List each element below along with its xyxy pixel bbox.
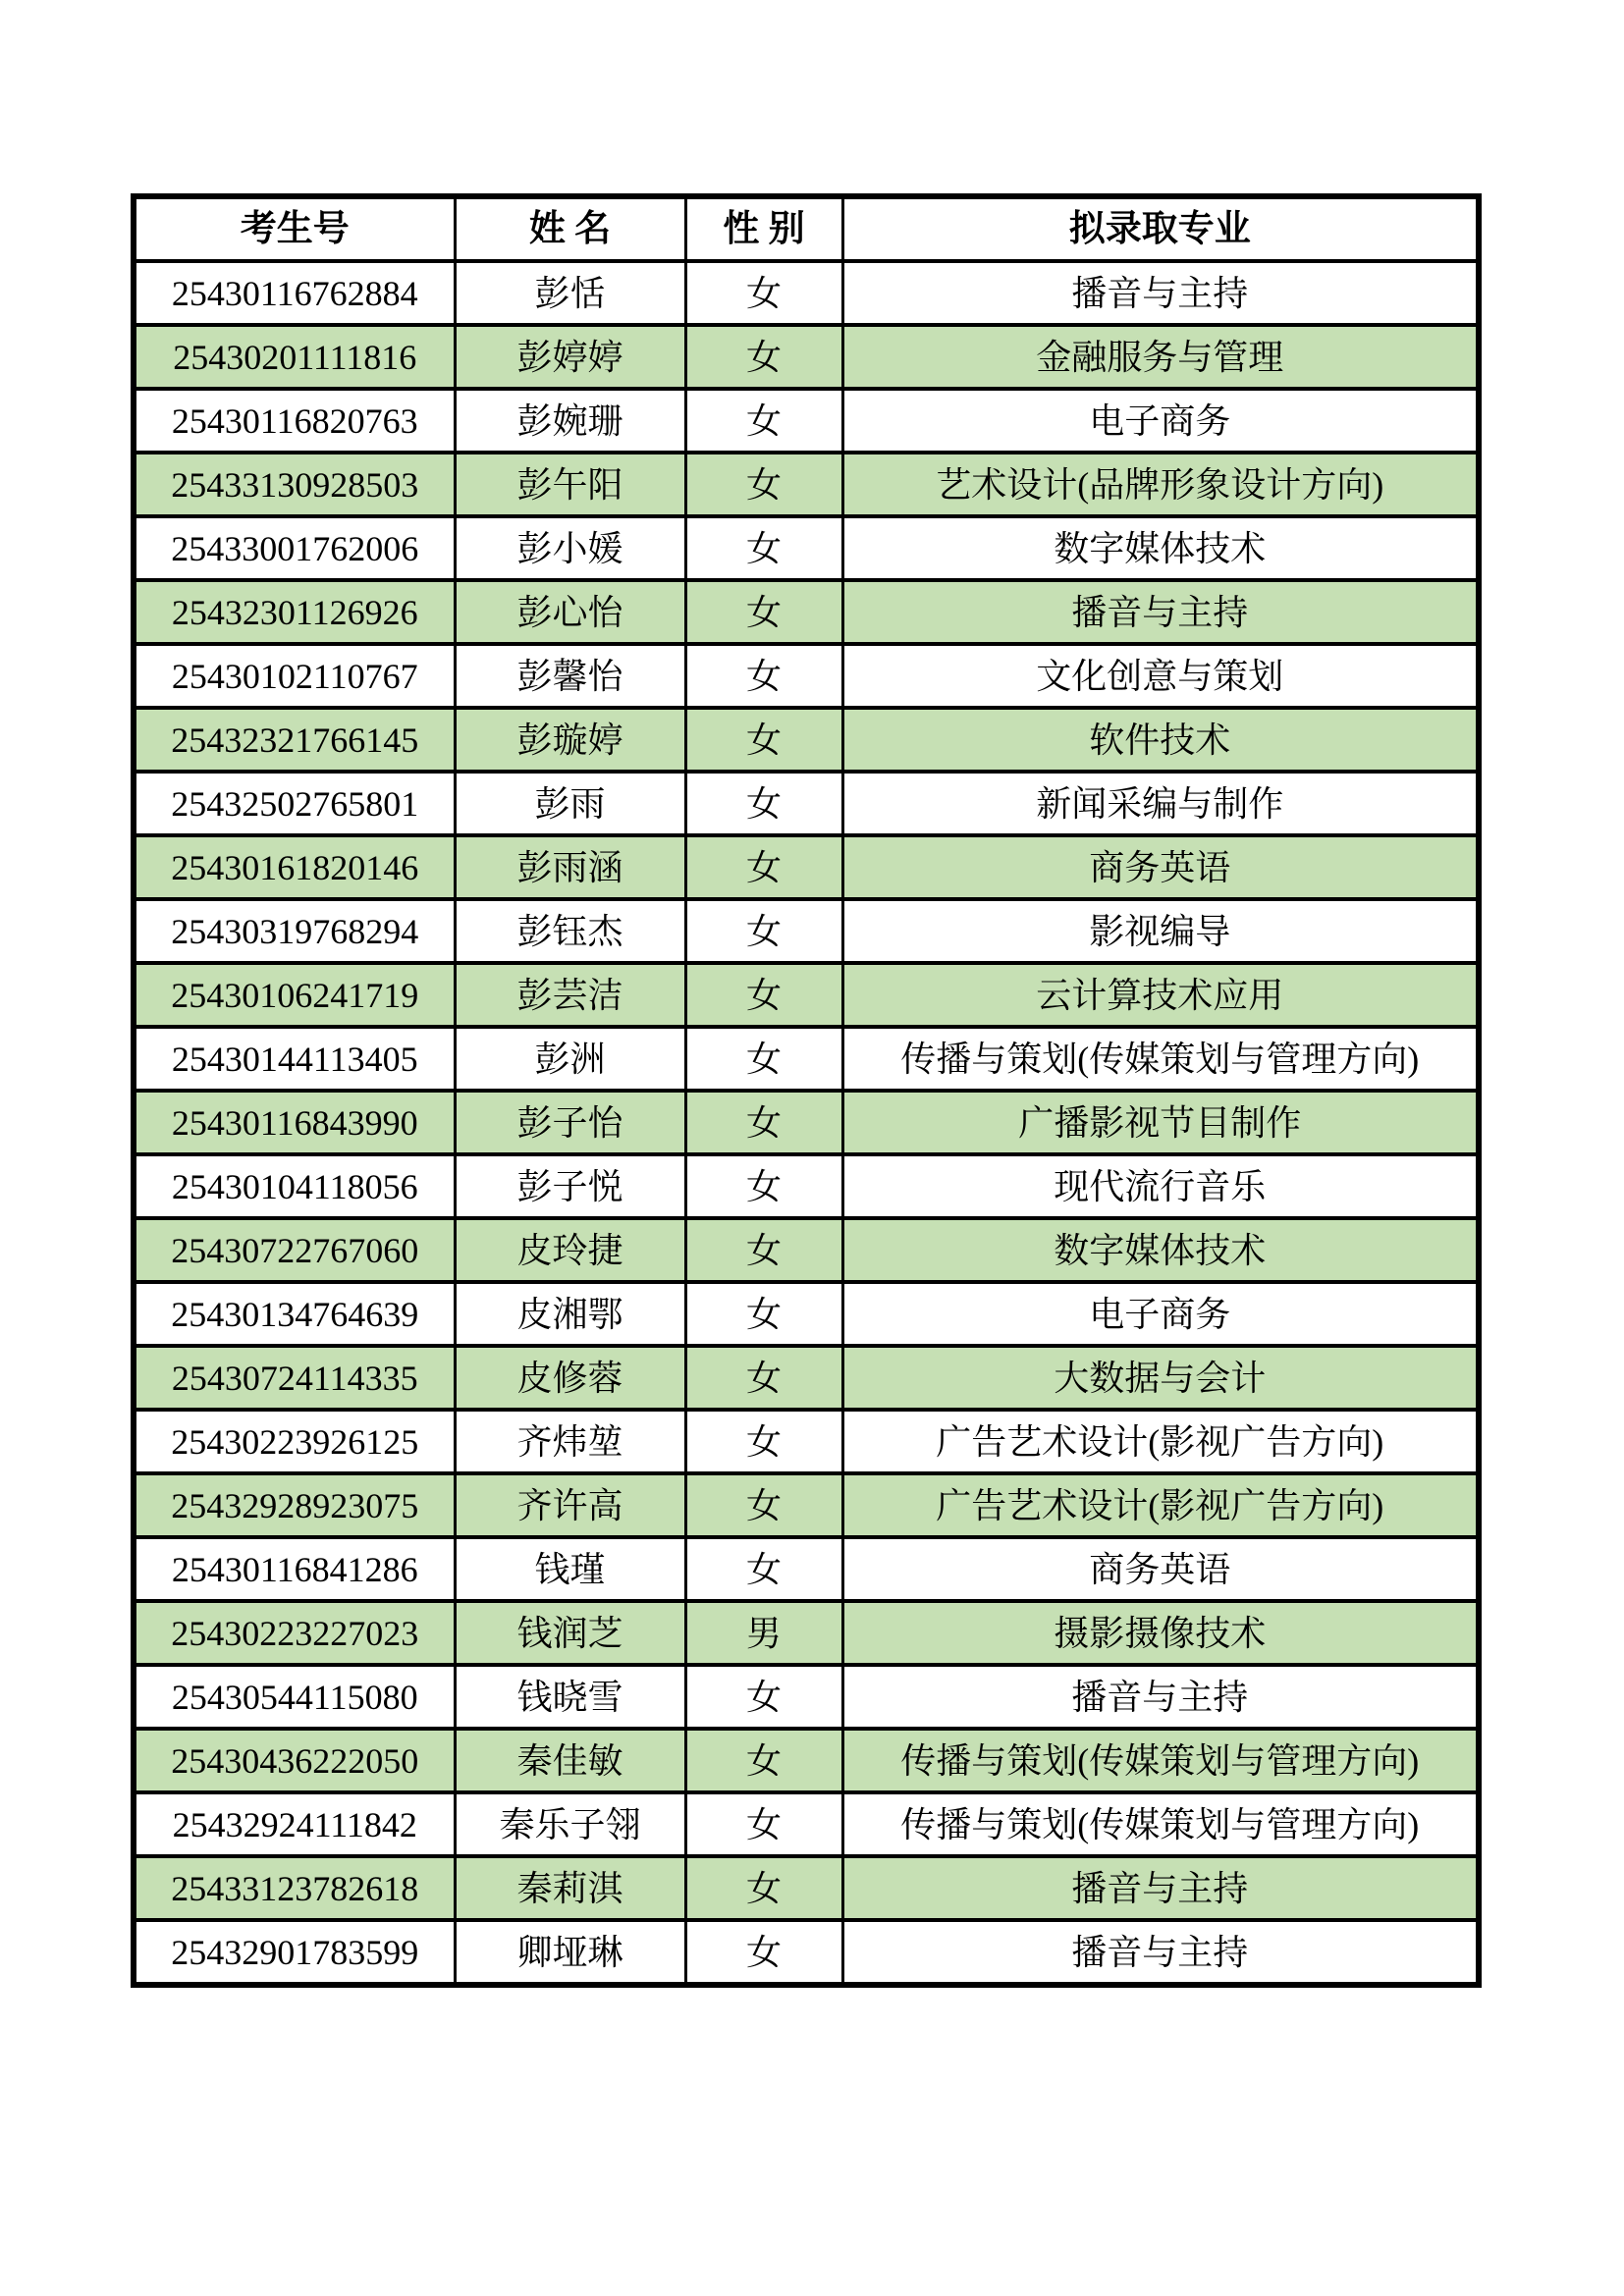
- cell-sex: 女: [685, 1154, 842, 1218]
- cell-sex: 女: [685, 899, 842, 963]
- cell-id: 25430116841286: [134, 1537, 455, 1601]
- cell-id: 25433123782618: [134, 1856, 455, 1920]
- cell-major: 商务英语: [842, 1537, 1479, 1601]
- table-row: [134, 1665, 1479, 1729]
- table-row: [134, 835, 1479, 899]
- cell-name: 秦莉淇: [455, 1856, 685, 1920]
- cell-major: 金融服务与管理: [842, 325, 1479, 389]
- cell-id: 25430223926125: [134, 1410, 455, 1473]
- cell-sex: 女: [685, 1346, 842, 1410]
- table-body: [134, 261, 1479, 1985]
- cell-sex: 女: [685, 835, 842, 899]
- cell-major: 播音与主持: [842, 580, 1479, 644]
- cell-sex: 女: [685, 1091, 842, 1154]
- cell-major: 新闻采编与制作: [842, 772, 1479, 835]
- cell-major: 传播与策划(传媒策划与管理方向): [842, 1792, 1479, 1856]
- cell-sex: 女: [685, 1473, 842, 1537]
- table-row: [134, 516, 1479, 580]
- cell-sex: 女: [685, 1218, 842, 1282]
- cell-sex: 女: [685, 1792, 842, 1856]
- cell-name: 彭洲: [455, 1027, 685, 1091]
- table-row: [134, 261, 1479, 325]
- cell-sex: 女: [685, 708, 842, 772]
- cell-sex: 女: [685, 772, 842, 835]
- cell-id: 25430724114335: [134, 1346, 455, 1410]
- cell-sex: 女: [685, 261, 842, 325]
- cell-sex: 女: [685, 644, 842, 708]
- header-row: [134, 196, 1479, 261]
- table-row: [134, 1729, 1479, 1792]
- cell-major: 电子商务: [842, 1282, 1479, 1346]
- cell-major: 数字媒体技术: [842, 1218, 1479, 1282]
- cell-id: 25430201111816: [134, 325, 455, 389]
- cell-major: 广告艺术设计(影视广告方向): [842, 1410, 1479, 1473]
- cell-sex: 女: [685, 1282, 842, 1346]
- table-row: [134, 1792, 1479, 1856]
- cell-major: 文化创意与策划: [842, 644, 1479, 708]
- cell-sex: 男: [685, 1601, 842, 1665]
- cell-id: 25432502765801: [134, 772, 455, 835]
- cell-name: 齐炜堃: [455, 1410, 685, 1473]
- admission-roster-table: [131, 193, 1482, 1988]
- cell-id: 25430102110767: [134, 644, 455, 708]
- cell-id: 25430319768294: [134, 899, 455, 963]
- cell-name: 彭恬: [455, 261, 685, 325]
- cell-id: 25430134764639: [134, 1282, 455, 1346]
- cell-name: 卿垭琳: [455, 1920, 685, 1985]
- header-name: 姓 名: [455, 196, 685, 261]
- table-row: [134, 1027, 1479, 1091]
- cell-id: 25432924111842: [134, 1792, 455, 1856]
- table-row: [134, 899, 1479, 963]
- table-row: [134, 325, 1479, 389]
- cell-major: 播音与主持: [842, 1665, 1479, 1729]
- cell-id: 25432301126926: [134, 580, 455, 644]
- cell-sex: 女: [685, 963, 842, 1027]
- table-row: [134, 1282, 1479, 1346]
- cell-sex: 女: [685, 1410, 842, 1473]
- table-row: [134, 453, 1479, 516]
- cell-name: 皮玲捷: [455, 1218, 685, 1282]
- table-row: [134, 580, 1479, 644]
- cell-id: 25430104118056: [134, 1154, 455, 1218]
- cell-major: 数字媒体技术: [842, 516, 1479, 580]
- cell-major: 云计算技术应用: [842, 963, 1479, 1027]
- table-row: [134, 389, 1479, 453]
- table-row: [134, 1218, 1479, 1282]
- header-proposed-major: 拟录取专业: [842, 196, 1479, 261]
- table-row: [134, 708, 1479, 772]
- header-gender: 性 别: [685, 196, 842, 261]
- cell-id: 25430161820146: [134, 835, 455, 899]
- table-row: [134, 1091, 1479, 1154]
- cell-name: 皮修蓉: [455, 1346, 685, 1410]
- table-row: [134, 1473, 1479, 1537]
- cell-id: 25430116762884: [134, 261, 455, 325]
- cell-major: 播音与主持: [842, 1856, 1479, 1920]
- table-row: [134, 963, 1479, 1027]
- cell-sex: 女: [685, 1537, 842, 1601]
- table-row: [134, 1537, 1479, 1601]
- cell-id: 25430722767060: [134, 1218, 455, 1282]
- cell-major: 商务英语: [842, 835, 1479, 899]
- cell-sex: 女: [685, 1729, 842, 1792]
- cell-id: 25430116843990: [134, 1091, 455, 1154]
- cell-sex: 女: [685, 580, 842, 644]
- cell-id: 25432901783599: [134, 1920, 455, 1985]
- table-row: [134, 1920, 1479, 1985]
- cell-name: 彭子悦: [455, 1154, 685, 1218]
- cell-major: 艺术设计(品牌形象设计方向): [842, 453, 1479, 516]
- cell-name: 彭午阳: [455, 453, 685, 516]
- table-header: [134, 196, 1479, 261]
- cell-name: 钱润芝: [455, 1601, 685, 1665]
- cell-id: 25430544115080: [134, 1665, 455, 1729]
- cell-sex: 女: [685, 1027, 842, 1091]
- cell-sex: 女: [685, 1665, 842, 1729]
- cell-sex: 女: [685, 453, 842, 516]
- table-row: [134, 644, 1479, 708]
- cell-id: 25433130928503: [134, 453, 455, 516]
- cell-id: 25432928923075: [134, 1473, 455, 1537]
- cell-name: 彭子怡: [455, 1091, 685, 1154]
- cell-major: 广播影视节目制作: [842, 1091, 1479, 1154]
- cell-name: 秦乐子翎: [455, 1792, 685, 1856]
- cell-name: 彭雨: [455, 772, 685, 835]
- cell-id: 25430436222050: [134, 1729, 455, 1792]
- cell-sex: 女: [685, 325, 842, 389]
- cell-major: 软件技术: [842, 708, 1479, 772]
- cell-id: 25430106241719: [134, 963, 455, 1027]
- cell-name: 彭馨怡: [455, 644, 685, 708]
- cell-name: 钱晓雪: [455, 1665, 685, 1729]
- cell-name: 秦佳敏: [455, 1729, 685, 1792]
- cell-name: 彭璇婷: [455, 708, 685, 772]
- table-row: [134, 1154, 1479, 1218]
- cell-id: 25433001762006: [134, 516, 455, 580]
- cell-major: 传播与策划(传媒策划与管理方向): [842, 1729, 1479, 1792]
- cell-name: 彭心怡: [455, 580, 685, 644]
- table-row: [134, 1601, 1479, 1665]
- cell-name: 齐许高: [455, 1473, 685, 1537]
- cell-name: 彭婷婷: [455, 325, 685, 389]
- cell-sex: 女: [685, 516, 842, 580]
- cell-major: 电子商务: [842, 389, 1479, 453]
- cell-id: 25430116820763: [134, 389, 455, 453]
- cell-major: 现代流行音乐: [842, 1154, 1479, 1218]
- cell-id: 25430144113405: [134, 1027, 455, 1091]
- cell-sex: 女: [685, 389, 842, 453]
- cell-major: 播音与主持: [842, 1920, 1479, 1985]
- table-row: [134, 772, 1479, 835]
- cell-name: 彭婉珊: [455, 389, 685, 453]
- header-candidate-id: 考生号: [134, 196, 455, 261]
- cell-name: 钱瑾: [455, 1537, 685, 1601]
- cell-major: 广告艺术设计(影视广告方向): [842, 1473, 1479, 1537]
- table-row: [134, 1346, 1479, 1410]
- cell-name: 彭雨涵: [455, 835, 685, 899]
- cell-major: 影视编导: [842, 899, 1479, 963]
- cell-sex: 女: [685, 1920, 842, 1985]
- cell-name: 皮湘鄂: [455, 1282, 685, 1346]
- cell-id: 25430223227023: [134, 1601, 455, 1665]
- cell-name: 彭小媛: [455, 516, 685, 580]
- cell-major: 摄影摄像技术: [842, 1601, 1479, 1665]
- cell-name: 彭钰杰: [455, 899, 685, 963]
- cell-id: 25432321766145: [134, 708, 455, 772]
- table-row: [134, 1410, 1479, 1473]
- cell-major: 播音与主持: [842, 261, 1479, 325]
- table-row: [134, 1856, 1479, 1920]
- cell-major: 传播与策划(传媒策划与管理方向): [842, 1027, 1479, 1091]
- cell-major: 大数据与会计: [842, 1346, 1479, 1410]
- cell-name: 彭芸洁: [455, 963, 685, 1027]
- cell-sex: 女: [685, 1856, 842, 1920]
